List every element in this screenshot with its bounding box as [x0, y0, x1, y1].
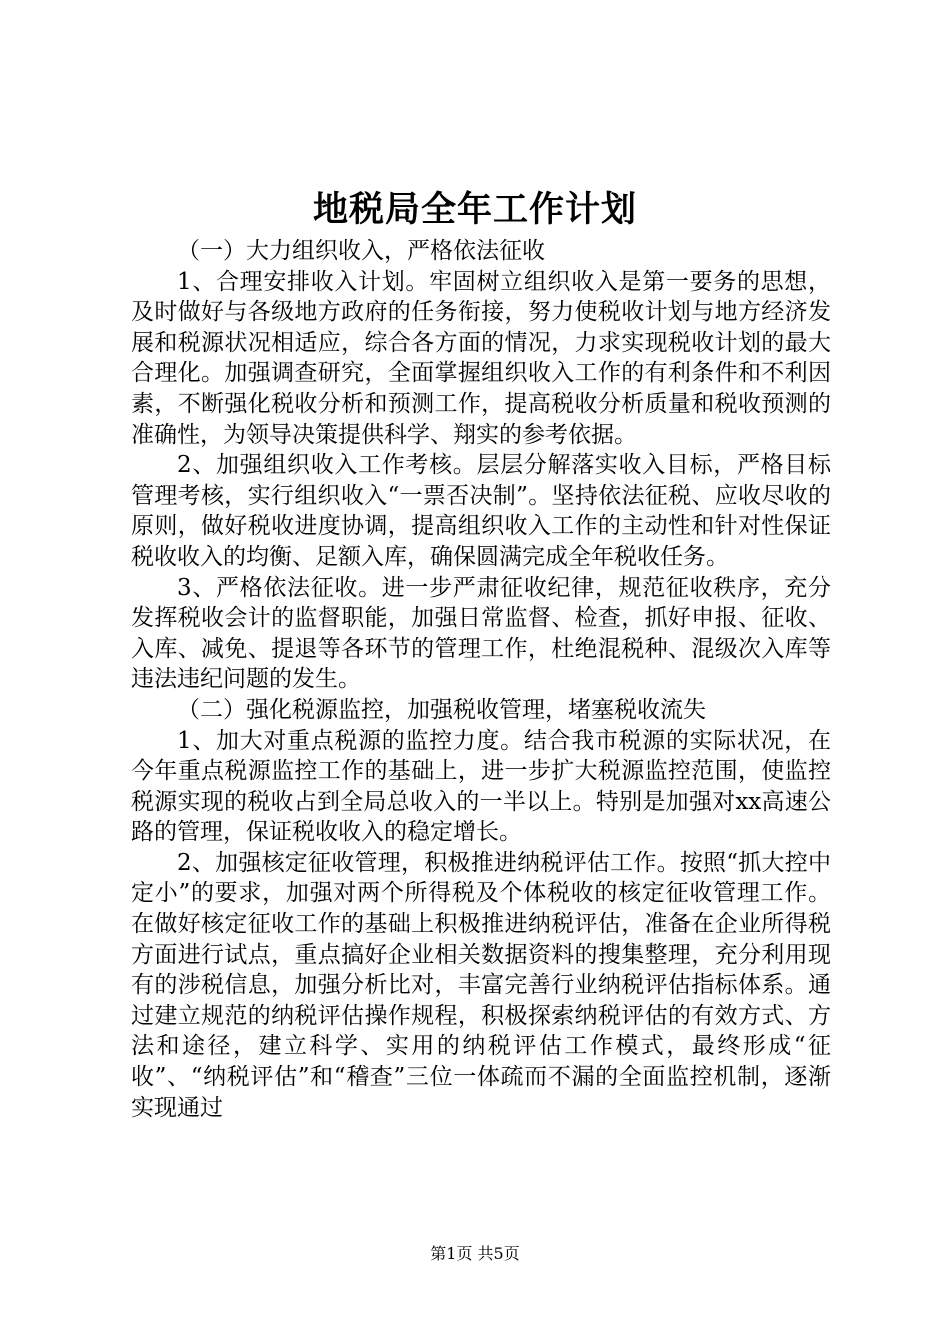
document-title: 地税局全年工作计划	[312, 189, 637, 230]
body-paragraph: 2、加强核定征收管理，积极推进纳税评估工作。按照“抓大控中定小”的要求，加强对两个所得税及个体税收的核定征收管理工作。在做好核定征收工作的基础上积极推进纳税评估，准备在企业所得税方面进行试点，重点搞好企业相关数据资料的搜集整理，充分利用现有的涉税信息，加强分析比对，丰富完善行业纳税评估指标体系。通过建立规范的纳税评估操作规程，积极探索纳税评估的有效方式、方法和途径，建立科学、实用的纳税评估工作模式，最终形成“征收”、“纳税评估”和“稽查”三位一体疏而不漏的全面监控机制，逐渐实现通过	[131, 849, 831, 1121]
document-body	[131, 236, 831, 1123]
body-paragraph: 2、加强组织收入工作考核。层层分解落实收入目标，严格目标管理考核，实行组织收入“一票否决制”。坚持依法征税、应收尽收的原则，做好税收进度协调，提高组织收入工作的主动性和针对性保证税收收入的均衡、足额入库，确保圆满完成全年税收任务。	[131, 452, 831, 570]
section-heading: （一）大力组织收入，严格依法征收	[177, 238, 545, 264]
body-paragraph: 3、严格依法征收。进一步严肃征收纪律，规范征收秩序，充分发挥税收会计的监督职能，加强日常监督、检查，抓好申报、征收、入库、减免、提退等各环节的管理工作，杜绝混税种、混级次入库等违法违纪问题的发生。	[131, 574, 831, 693]
section-heading: （二）强化税源监控，加强税收管理，堵塞税收流失	[177, 696, 706, 723]
page-footer: 第1页 共5页	[430, 1244, 520, 1263]
body-paragraph: 1、合理安排收入计划。牢固树立组织收入是第一要务的思想，及时做好与各级地方政府的任务衔接，努力使税收计划与地方经济发展和税源状况相适应，综合各方面的情况，力求实现税收计划的最大合理化。加强调查研究，全面掌握组织收入工作的有利条件和不利因素，不断强化税收分析和预测工作，提高税收分析质量和税收预测的准确性，为领导决策提供科学、翔实的参考依据。	[131, 268, 831, 448]
body-paragraph: 1、加大对重点税源的监控力度。结合我市税源的实际状况，在今年重点税源监控工作的基础上，进一步扩大税源监控范围，使监控税源实现的税收占到全局总收入的一半以上。特别是加强对xx高速公路的管理，保证税收收入的稳定增长。	[131, 727, 831, 846]
